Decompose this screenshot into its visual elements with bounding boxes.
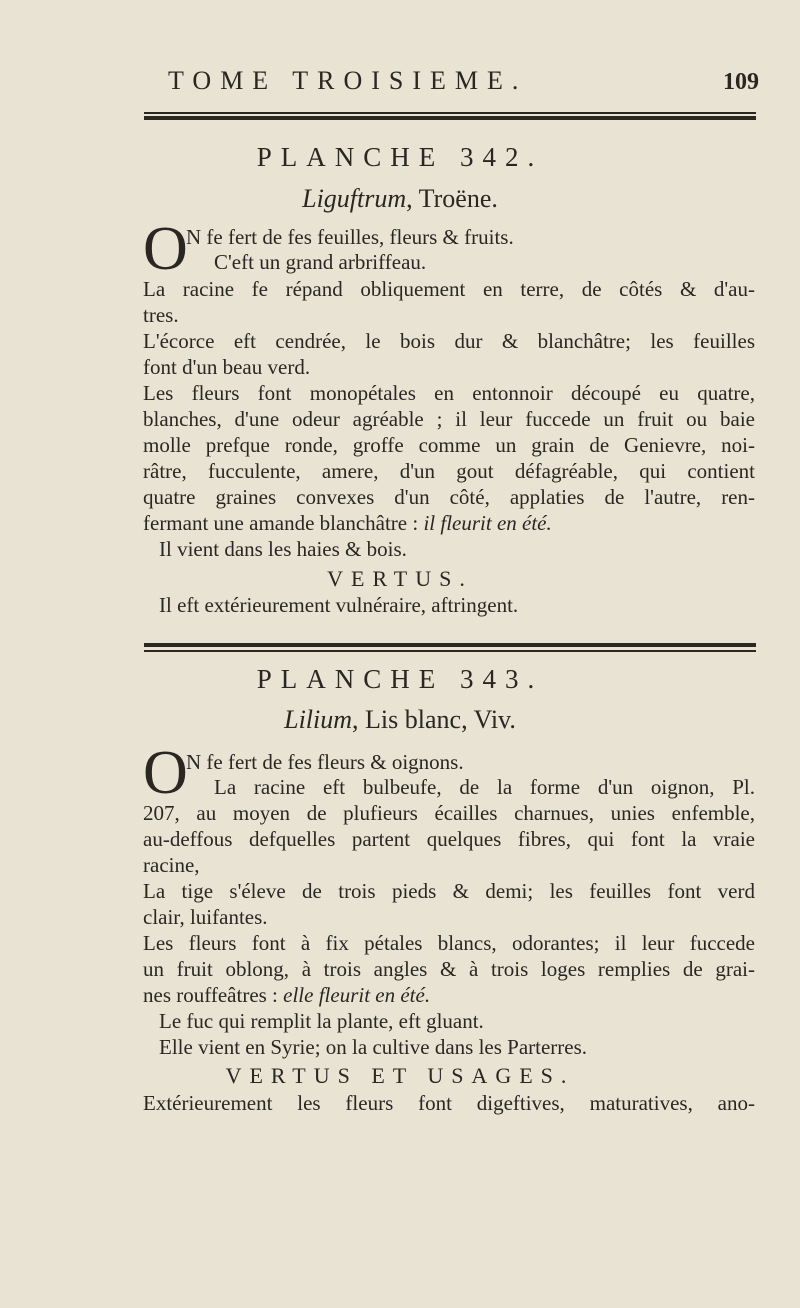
plate-343-line-12: Elle vient en Syrie; on la cultive dans les Parterres. (159, 1035, 588, 1059)
plate-343-line-10-text: nes rouffeâtres : (143, 983, 278, 1007)
plate-343-dropcap: O (143, 739, 188, 807)
plate-343-line-3: 207, au moyen de plufieurs écailles charnues, unies enfemble, (143, 801, 755, 825)
plate-342-line-4: tres. (143, 303, 179, 327)
plate-343-line-6: La tige s'éleve de trois pieds & demi; les feuilles font verd (143, 879, 755, 903)
plate-343-common-name: , Lis blanc, Viv. (352, 705, 516, 734)
plate-342-line-5: L'écorce eft cendrée, le bois dur & blanchâtre; les feuilles (143, 329, 755, 353)
plate-342-line-3: La racine fe répand obliquement en terre, de côtés & d'au- (143, 277, 755, 301)
plate-343-line-11: Le fuc qui remplit la plante, eft gluant. (159, 1009, 484, 1033)
plate-343-line-4: au-deffous defquelles partent quelques fibres, qui font la vraie (143, 827, 755, 851)
plate-342-common-name: , Troëne. (406, 184, 498, 213)
header-rule-thick (144, 116, 756, 120)
plate-343-line-2: La racine eft bulbeufe, de la forme d'un oignon, Pl. (214, 775, 755, 799)
plate-343-line-5: racine, (143, 853, 200, 877)
plate-343-line-9: un fruit oblong, à trois angles & à trois loges remplies de grai- (143, 957, 755, 981)
plate-342-line-12-text: fermant une amande blanchâtre : (143, 511, 419, 535)
plate-342-line-10: râtre, fucculente, amere, d'un gout défagréable, qui contient (143, 459, 755, 483)
running-title: TOME TROISIEME. (168, 66, 528, 95)
plate-342-line-14: Il eft extérieurement vulnéraire, aftringent. (159, 593, 519, 617)
plate-342-line-9: molle prefque ronde, groffe comme un grain de Genievre, noi- (143, 433, 755, 457)
running-header (0, 66, 800, 100)
plate-342-line-13: Il vient dans les haies & bois. (159, 537, 407, 561)
page-number: 109 (723, 69, 759, 95)
plate-343-latin-name: Lilium (284, 705, 353, 734)
section-rule-thick (144, 643, 756, 647)
plate-342-heading: PLANCHE 342. (256, 142, 544, 172)
header-rule-thin (144, 112, 756, 114)
plate-343-line-13: Extérieurement les fleurs font digeftives, maturatives, ano- (143, 1091, 755, 1115)
plate-343-heading: PLANCHE 343. (256, 664, 544, 694)
plate-342-line-2: C'eft un grand arbriffeau. (214, 250, 427, 274)
section-rule-thin (144, 650, 756, 652)
plate-342-line-12 (143, 513, 552, 534)
plate-343-subtitle (0, 705, 800, 735)
plate-342-flowering-note: il fleurit en été. (423, 511, 552, 535)
plate-343-section-heading: VERTUS ET USAGES. (225, 1063, 575, 1088)
plate-342-dropcap: O (143, 215, 188, 283)
plate-343-flowering-note: elle fleurit en été. (283, 983, 431, 1007)
plate-343-line-8: Les fleurs font à fix pétales blancs, odorantes; il leur fuccede (143, 931, 755, 955)
plate-342-section-heading: VERTUS. (327, 566, 473, 591)
plate-343-line-7: clair, luifantes. (143, 905, 268, 929)
plate-342-line-7: Les fleurs font monopétales en entonnoir découpé eu quatre, (143, 381, 755, 405)
plate-342-line-8: blanches, d'une odeur agréable ; il leur fuccede un fruit ou baie (143, 407, 755, 431)
plate-342-line-1: N fe fert de fes feuilles, fleurs & fruits. (186, 225, 514, 249)
plate-343-line-10 (143, 985, 430, 1006)
plate-343-line-1: N fe fert de fes fleurs & oignons. (186, 750, 464, 774)
plate-342-subtitle (0, 184, 800, 214)
plate-342-latin-name: Liguftrum (302, 184, 407, 213)
plate-342-line-6: font d'un beau verd. (143, 355, 311, 379)
plate-342-line-11: quatre graines convexes d'un côté, applaties de l'autre, ren- (143, 485, 755, 509)
